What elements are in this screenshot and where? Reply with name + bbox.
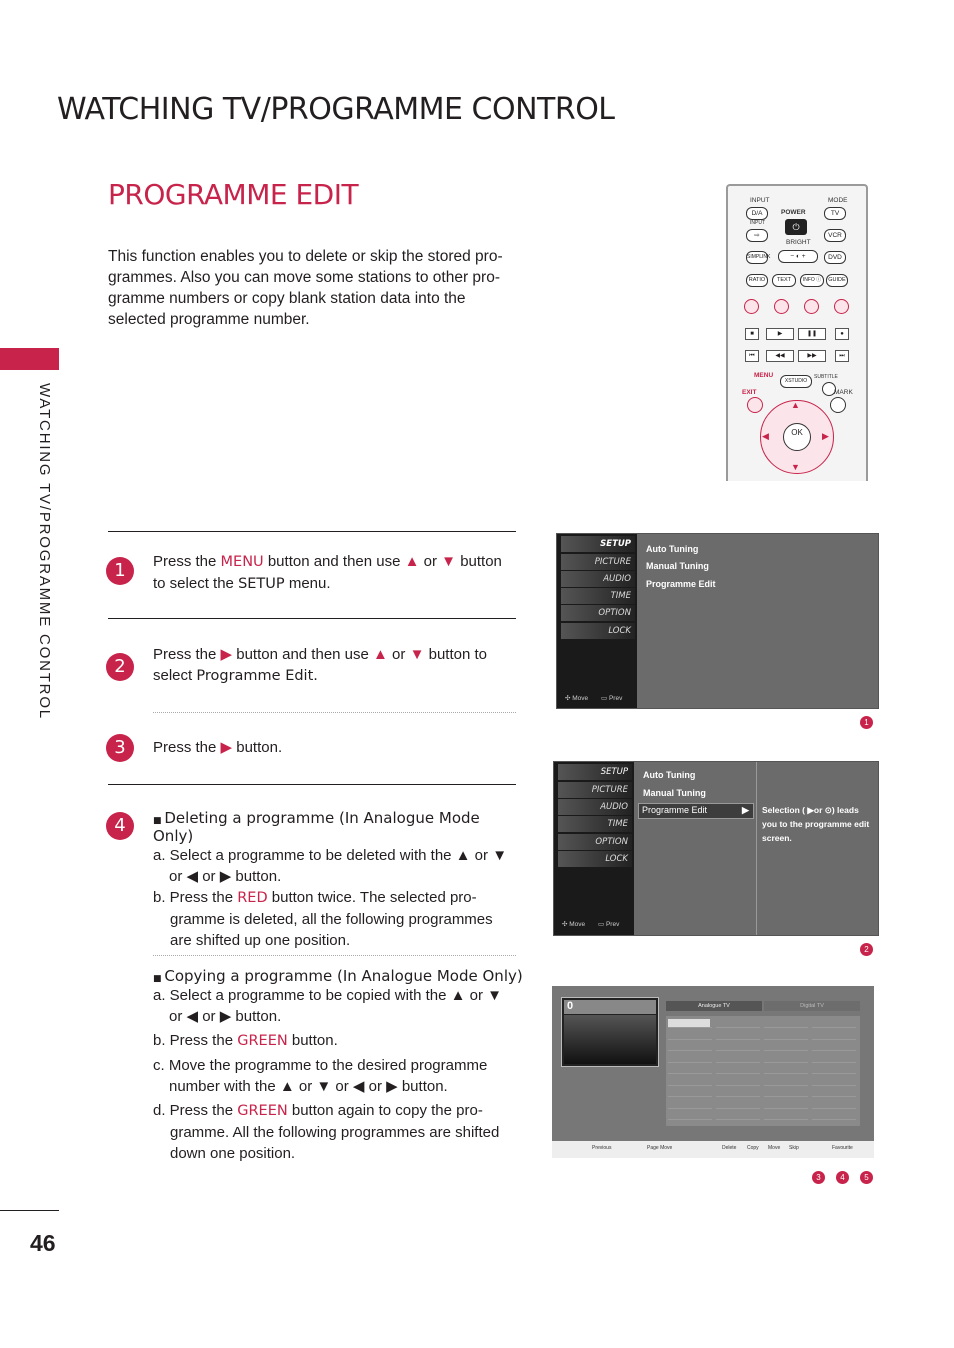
delete-b-pre: b. Press the: [153, 889, 238, 906]
guide-button[interactable]: GUIDE: [826, 274, 848, 287]
preview-header: [564, 1000, 656, 1014]
text-button[interactable]: TEXT: [772, 274, 796, 287]
osd2-menu-lock[interactable]: LOCK: [558, 851, 632, 867]
red-button[interactable]: [744, 299, 759, 314]
osd2-menu-option[interactable]: OPTION: [558, 834, 632, 850]
yellow-button[interactable]: [804, 299, 819, 314]
osd1-nav-move-label: Move: [572, 695, 589, 702]
footer-previous[interactable]: Previous: [592, 1145, 612, 1151]
osd1-menu-lock[interactable]: LOCK: [561, 623, 635, 639]
fast-forward-icon[interactable]: ▶▶: [798, 350, 826, 362]
copy-heading-text: Copying a programme (In Analogue Mode Only): [164, 967, 523, 985]
caption-badge-4: 4: [836, 1171, 849, 1184]
osd1-menu-option[interactable]: OPTION: [561, 605, 635, 621]
page-header-title: WATCHING TV/PROGRAMME CONTROL: [57, 92, 615, 127]
programme-edit-keyword: Programme Edit.: [196, 668, 318, 684]
red-keyword: RED: [237, 890, 268, 906]
programme-grid-cell[interactable]: [812, 1065, 856, 1074]
remote-label-mark: MARK: [834, 389, 853, 396]
osd2-nav-move: ✣ Move: [562, 921, 586, 928]
pause-icon[interactable]: ❚❚: [798, 328, 826, 340]
copy-d-post: button again to copy the pro-: [287, 1102, 483, 1119]
programme-grid-cell[interactable]: [764, 1065, 808, 1074]
osd2-menu-picture[interactable]: PICTURE: [558, 782, 632, 798]
step2-text: [153, 644, 523, 687]
ok-label: OK: [791, 428, 803, 437]
programme-grid-cell[interactable]: [716, 1054, 760, 1063]
simplink-button[interactable]: SIMPLINK: [746, 251, 768, 264]
step3-text: [153, 737, 282, 758]
step-badge-1: 1: [106, 557, 134, 585]
step3-dotted-divider: [153, 712, 516, 713]
step-badge-4: 4: [106, 812, 134, 840]
exit-button[interactable]: [747, 397, 763, 413]
remote-label-bright: BRIGHT: [786, 239, 811, 246]
step2-top-rule: [108, 618, 516, 619]
osd2-programme-edit: Programme Edit: [642, 805, 708, 815]
programme-grid-cell[interactable]: [668, 1042, 712, 1051]
step4-top-rule: [108, 784, 516, 785]
delete-step-b2: gramme is deleted, all the following programmes: [170, 911, 493, 928]
delete-heading-text: Deleting a programme (In Analogue Mode Only): [153, 809, 480, 845]
osd1-sidebar: [557, 534, 637, 708]
step2-part: button and then use: [232, 646, 374, 663]
footer-page-move[interactable]: Page Move: [647, 1145, 673, 1151]
step-badge-2: 2: [106, 653, 134, 681]
osd2-divider: [756, 762, 757, 935]
osd1-menu-picture[interactable]: PICTURE: [561, 554, 635, 570]
programme-grid-cell[interactable]: [668, 1031, 712, 1040]
osd2-nav-prev-label: Prev: [605, 921, 620, 928]
step1-part: menu.: [284, 575, 331, 592]
intro-paragraph: This function enables you to delete or skip the stored pro- grammes. Also you can move some stations to other pro- gramme numbers or copy blank station data into the selected programme number.: [108, 248, 503, 328]
copy-section: [153, 967, 523, 1164]
programme-grid-cell[interactable]: [716, 1100, 760, 1109]
programme-grid-cell[interactable]: [716, 1031, 760, 1040]
osd2-nav-prev: ▭ Prev: [598, 921, 620, 928]
step1-part: Press the: [153, 553, 221, 570]
copy-step-a: a. Select a programme to be copied with the ▲ or ▼: [153, 987, 503, 1004]
stop-icon[interactable]: ■: [745, 328, 759, 340]
up-arrow-icon: ▲: [373, 646, 388, 663]
programme-grid-cell[interactable]: [764, 1019, 808, 1028]
programme-grid-cell[interactable]: [812, 1077, 856, 1086]
down-arrow-icon[interactable]: ▼: [791, 462, 800, 472]
copy-heading: ■ Copying a programme (In Analogue Mode Only): [153, 967, 523, 985]
copy-d-pre: d. Press the: [153, 1102, 238, 1119]
sidebar-tab: [0, 348, 59, 370]
ok-button[interactable]: [783, 423, 811, 451]
programme-grid-cell[interactable]: [668, 1100, 712, 1109]
down-arrow-icon: ▼: [409, 646, 425, 663]
remote-label-mode: MODE: [828, 197, 848, 204]
step1-part: button and then use: [263, 553, 405, 570]
caption-badge-1: 1: [860, 716, 873, 729]
delete-step-b3: are shifted up one position.: [170, 932, 351, 949]
footer-favourite[interactable]: Favourite: [832, 1145, 853, 1151]
vcr-button[interactable]: VCR: [824, 229, 846, 242]
osd2-menu-setup[interactable]: SETUP: [558, 764, 632, 780]
osd-setup-menu-2: [553, 761, 879, 936]
programme-grid-cell[interactable]: [764, 1077, 808, 1086]
osd1-nav-prev: ▭ Prev: [601, 695, 623, 702]
programme-grid-cell[interactable]: [812, 1100, 856, 1109]
osd-programme-edit-screen: [552, 986, 874, 1158]
tab-analogue-tv[interactable]: Analogue TV: [666, 1001, 762, 1011]
step-badge-3: 3: [106, 734, 134, 762]
right-arrow-icon[interactable]: ▶: [822, 431, 829, 441]
ratio-button[interactable]: RATIO: [746, 274, 768, 287]
programme-grid-cell[interactable]: [716, 1065, 760, 1074]
delete-step-a2: or ◀ or ▶ button.: [169, 868, 282, 885]
copy-step-c: c. Move the programme to the desired programme: [153, 1057, 488, 1074]
osd-setup-menu-1: [556, 533, 879, 709]
osd2-menu-time[interactable]: TIME: [558, 816, 632, 832]
programme-grid-cell[interactable]: [812, 1042, 856, 1051]
xstudio-button[interactable]: XSTUDIO: [780, 375, 812, 388]
programme-grid[interactable]: [666, 1016, 860, 1126]
osd2-manual-tuning[interactable]: Manual Tuning: [643, 788, 706, 798]
step2-part: select: [153, 667, 197, 684]
caption-badge-2: 2: [860, 943, 873, 956]
copy-step-d2: gramme. All the following programmes are shifted: [170, 1124, 500, 1141]
step1-part: button: [456, 553, 502, 570]
remote-label-exit: EXIT: [742, 389, 757, 396]
osd2-auto-tuning[interactable]: Auto Tuning: [643, 770, 696, 780]
copy-step-a2: or ◀ or ▶ button.: [169, 1008, 282, 1025]
programme-grid-cell[interactable]: [764, 1054, 808, 1063]
record-icon[interactable]: ●: [835, 328, 849, 340]
caption-badge-3: 3: [812, 1171, 825, 1184]
programme-grid-cell[interactable]: [716, 1019, 760, 1028]
programme-grid-cell[interactable]: [716, 1042, 760, 1051]
tab-digital-tv[interactable]: Digital TV: [764, 1001, 860, 1011]
osd2-nav-move-label: Move: [569, 921, 586, 928]
programme-grid-cell[interactable]: [764, 1031, 808, 1040]
step2-part: Press the: [153, 646, 221, 663]
osd3-footer: [552, 1141, 874, 1158]
programme-grid-cell[interactable]: [668, 1065, 712, 1074]
programme-grid-cell[interactable]: [668, 1054, 712, 1063]
osd2-programme-edit-highlight[interactable]: [638, 803, 754, 819]
footer-copy[interactable]: Copy: [747, 1145, 759, 1151]
da-button[interactable]: D/A: [746, 207, 768, 220]
step1-part: to select the: [153, 575, 239, 592]
skip-back-icon[interactable]: ⏮: [745, 350, 759, 362]
rewind-icon[interactable]: ◀◀: [766, 350, 794, 362]
play-icon[interactable]: ▶: [766, 328, 794, 340]
copy-step-b: [153, 1030, 523, 1052]
step2-part: or: [387, 646, 410, 663]
page-number: 46: [30, 1230, 56, 1256]
caption-badge-5: 5: [860, 1171, 873, 1184]
programme-grid-cell[interactable]: [764, 1042, 808, 1051]
remote-control-illustration: [726, 184, 868, 481]
osd1-programme-edit[interactable]: Programme Edit: [646, 579, 716, 589]
right-arrow-icon: ▶: [220, 739, 233, 756]
step3-part: button.: [232, 739, 283, 756]
programme-grid-cell[interactable]: [764, 1111, 808, 1120]
delete-heading: ■ Deleting a programme (In Analogue Mode Only): [153, 809, 480, 845]
up-arrow-icon[interactable]: ▲: [791, 400, 800, 410]
right-arrow-icon: ▶: [742, 805, 749, 815]
step3-part: Press the: [153, 739, 221, 756]
green-button[interactable]: [774, 299, 789, 314]
remote-label-input2: INPUT: [750, 220, 765, 226]
copy-step-d3: down one position.: [170, 1145, 296, 1162]
remote-label-subtitle: SUBTITLE: [814, 374, 838, 380]
remote-label-power: POWER: [781, 209, 806, 216]
programme-grid-cell[interactable]: [668, 1019, 712, 1028]
delete-b-post: button twice. The selected pro-: [267, 889, 477, 906]
power-icon[interactable]: ⏻: [785, 219, 807, 235]
programme-grid-cell[interactable]: [812, 1111, 856, 1120]
footer-skip[interactable]: Skip: [789, 1145, 799, 1151]
programme-grid-cell[interactable]: [812, 1031, 856, 1040]
input-button[interactable]: ⇨: [746, 229, 768, 242]
programme-grid-cell[interactable]: [764, 1088, 808, 1097]
dvd-button[interactable]: DVD: [824, 251, 846, 264]
sidebar-vertical-text: WATCHING TV/PROGRAMME CONTROL: [36, 383, 53, 720]
step1-top-rule: [108, 531, 516, 532]
osd1-menu-setup[interactable]: SETUP: [561, 536, 635, 552]
programme-grid-cell[interactable]: [812, 1019, 856, 1028]
preview-window: [561, 997, 659, 1067]
delete-step-a: a. Select a programme to be deleted with the ▲ or ▼: [153, 847, 508, 864]
skip-forward-icon[interactable]: ⏭: [835, 350, 849, 362]
programme-grid-cell[interactable]: [716, 1077, 760, 1086]
step1-part: or: [419, 553, 442, 570]
programme-grid-cell[interactable]: [668, 1077, 712, 1086]
remote-label-input: INPUT: [750, 197, 770, 204]
programme-grid-cell[interactable]: [668, 1088, 712, 1097]
osd1-menu-audio[interactable]: AUDIO: [561, 571, 635, 587]
osd1-manual-tuning[interactable]: Manual Tuning: [646, 561, 709, 571]
programme-grid-cell[interactable]: [668, 1111, 712, 1120]
copy-step-c2: number with the ▲ or ▼ or ◀ or ▶ button.: [169, 1078, 448, 1095]
brightness-control[interactable]: − ◐ +: [778, 250, 818, 263]
tv-button[interactable]: TV: [824, 207, 846, 220]
page-number-rule: [0, 1210, 59, 1211]
menu-keyword: MENU: [220, 554, 264, 570]
programme-grid-cell[interactable]: [812, 1088, 856, 1097]
setup-keyword: SETUP: [238, 576, 285, 592]
right-arrow-icon: ▶: [220, 646, 233, 663]
step2-part: button to: [424, 646, 487, 663]
footer-delete[interactable]: Delete: [722, 1145, 737, 1151]
programme-grid-cell[interactable]: [716, 1088, 760, 1097]
osd2-sidebar: [554, 762, 634, 935]
remote-label-menu: MENU: [754, 372, 774, 379]
programme-grid-cell[interactable]: [812, 1054, 856, 1063]
mark-button[interactable]: [830, 397, 846, 413]
osd1-nav-prev-label: Prev: [608, 695, 623, 702]
section-title: PROGRAMME EDIT: [108, 178, 359, 211]
info-button[interactable]: INFO ⓘ: [800, 274, 824, 287]
osd2-menu-audio[interactable]: AUDIO: [558, 799, 632, 815]
delete-step-b: [153, 887, 523, 909]
osd2-help-text: Selection ( ▶or ⊙) leads you to the programme edit screen.: [762, 805, 870, 843]
footer-move[interactable]: Move: [768, 1145, 781, 1151]
blue-button[interactable]: [834, 299, 849, 314]
copy-dotted-divider: [153, 955, 516, 956]
green-keyword: GREEN: [237, 1103, 288, 1119]
down-arrow-icon: ▼: [441, 553, 457, 570]
programme-grid-cell[interactable]: [764, 1100, 808, 1109]
preview-image: [564, 1015, 656, 1064]
delete-section: [153, 809, 523, 951]
up-arrow-icon: ▲: [404, 553, 420, 570]
step1-text: [153, 551, 523, 595]
osd1-auto-tuning[interactable]: Auto Tuning: [646, 544, 699, 554]
preview-channel-number: 0: [567, 1000, 574, 1012]
green-keyword: GREEN: [237, 1033, 288, 1049]
osd1-menu-time[interactable]: TIME: [561, 588, 635, 604]
left-arrow-icon[interactable]: ◀: [762, 431, 769, 441]
copy-step-d: [153, 1100, 523, 1122]
programme-grid-cell[interactable]: [716, 1111, 760, 1120]
copy-b-post: button.: [287, 1032, 338, 1049]
osd1-nav-move: ✣ Move: [565, 695, 589, 702]
copy-b-pre: b. Press the: [153, 1032, 238, 1049]
